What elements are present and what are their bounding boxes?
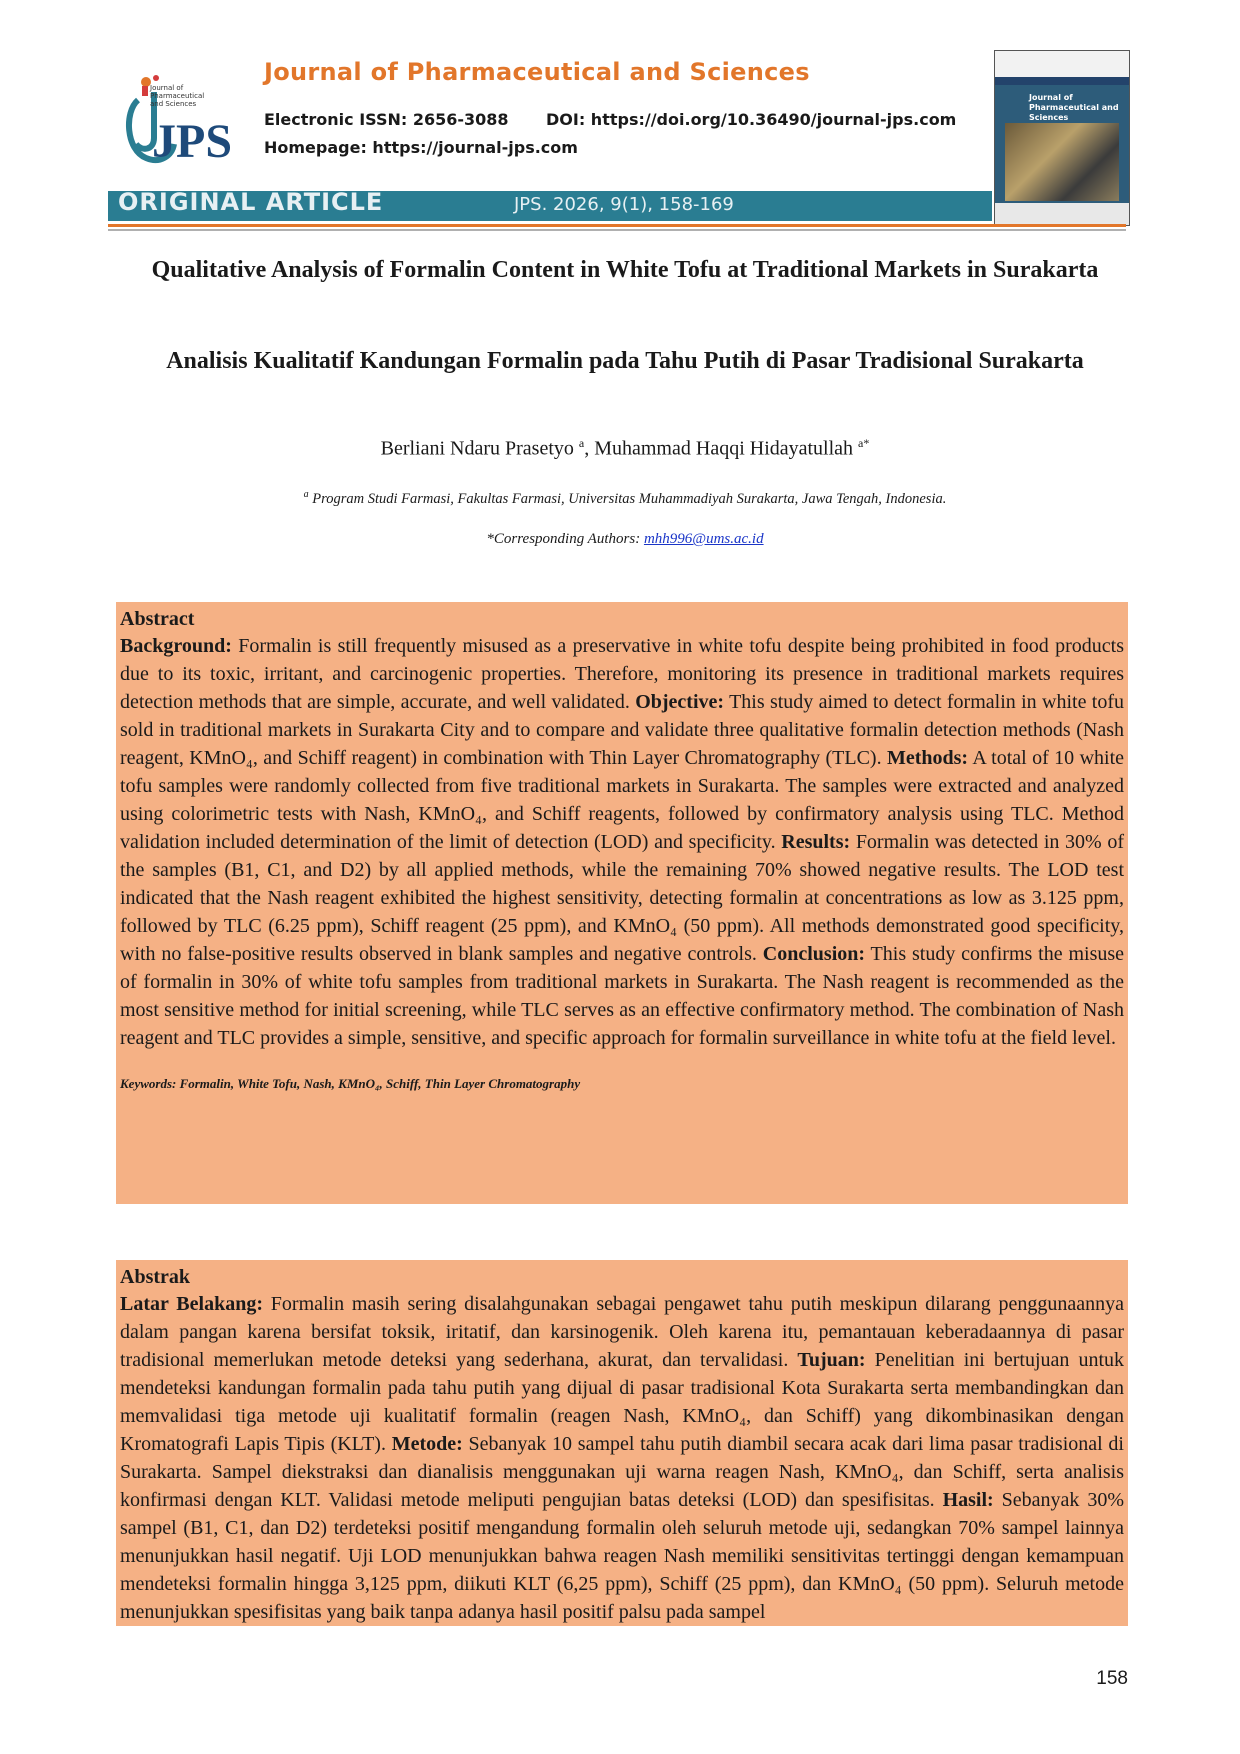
article-type: ORIGINAL ARTICLE xyxy=(118,188,384,216)
latar-text: Formalin masih sering disalahgunakan sebagai pengawet tahu putih meskipun dilarang penggunaannya dalam pangan karena bersifat toksik, iritatif, dan karsinogenik. Oleh karena itu, pemantauan keberadaannya di pasar tradisional memerlukan metode deteksi yang sederhana, akurat, dan tervalidasi. xyxy=(120,1293,1125,1371)
logo-small-text: Journal of Pharmaceutical and Sciences xyxy=(150,84,205,108)
abstract-heading: Abstract xyxy=(120,608,195,630)
author-name: Berliani Ndaru Prasetyo xyxy=(380,437,574,460)
background-label: Background: xyxy=(120,635,232,657)
author-affiliation-mark: a* xyxy=(858,436,870,450)
methods-label: Methods: xyxy=(886,747,969,769)
abstract-english-text xyxy=(120,632,1124,1052)
logo-text: JPS xyxy=(152,115,233,168)
affiliation-text: Program Studi Farmasi, Fakultas Farmasi, Universitas Muhammadiyah Surakarta, Jawa Tengah, Indonesia. xyxy=(312,490,947,507)
title-indonesian: Analisis Kualitatif Kandungan Formalin pada Tahu Putih di Pasar Tradisional Surakarta xyxy=(166,348,1084,374)
background-text: Formalin is still frequently misused as a preservative in white tofu despite being prohibited in food products due to its toxic, irritant, and carcinogenic properties. Therefore, monitoring its presence in traditional markets requires detection methods that are simple, accurate, and well validated. xyxy=(120,635,1124,713)
corresponding-author xyxy=(130,531,1120,548)
abstract-indonesian-text xyxy=(120,1290,1124,1626)
author-separator: , xyxy=(584,437,595,460)
methods-text: A total of 10 white tofu samples were randomly collected from five traditional markets in Surakarta. The samples were extracted and analyzed using colorimetric tests with Nash, KMnO₄, and Schiff reagents, followed by confirmatory analysis using TLC. Method validation included determination of the limit of detection (LOD) and specificity. xyxy=(120,747,1124,853)
conclusion-label: Conclusion: xyxy=(762,943,866,965)
citation: JPS. 2026, 9(1), 158-169 xyxy=(514,194,734,215)
author-list xyxy=(130,436,1120,461)
objective-label: Objective: xyxy=(635,691,725,713)
abstract-indonesian-box xyxy=(116,1260,1128,1626)
hasil-text: Sebanyak 30% sampel (B1, C1, dan D2) terdeteksi positif mengandung formalin oleh seluruh metode uji, sedangkan 70% sampel lainnya menunjukkan hasil negatif. Uji LOD menunjukkan bahwa reagen Nash memiliki sensitivitas tertinggi dengan kemampuan mendeteksi formalin hingga 3,125 ppm, diikuti KLT (6,25 ppm), Schiff (25 ppm), dan KMnO₄ (50 ppm). Seluruh metode menunjukkan spesifisitas yang baik tanpa adanya hasil positif palsu pada sampel xyxy=(120,1489,1125,1623)
latar-label: Latar Belakang: xyxy=(120,1293,263,1315)
conclusion-text: This study confirms the misuse of formalin in 30% of white tofu samples from traditional markets in Surakarta. The Nash reagent is recommended as the most sensitive method for initial screening, while TLC serves as an effective confirmatory method. The combination of Nash reagent and TLC provides a simple, sensitive, and specific approach for formalin surveillance in white tofu at the field level. xyxy=(120,943,1125,1049)
doi[interactable]: DOI: https://doi.org/10.36490/journal-jps.com xyxy=(546,110,957,129)
results-text: Formalin was detected in 30% of the samples (B1, C1, and D2) by all applied methods, while the remaining 70% showed negative results. The LOD test indicated that the Nash reagent exhibited the highest sensitivity, detecting formalin at concentrations as low as 3.125 ppm, followed by TLC (6.25 ppm), Schiff reagent (25 ppm), and KMnO₄ (50 ppm). All methods demonstrated good specificity, with no false-positive results observed in blank samples and negative controls. xyxy=(120,831,1125,965)
homepage[interactable]: Homepage: https://journal-jps.com xyxy=(264,138,578,157)
header-divider xyxy=(108,224,1126,227)
author-name: Muhammad Haqqi Hidayatullah xyxy=(594,437,854,460)
keywords: Keywords: Formalin, White Tofu, Nash, KMnO₄, Schiff, Thin Layer Chromatography xyxy=(120,1076,581,1091)
hasil-label: Hasil: xyxy=(942,1489,994,1511)
affiliation-mark: a xyxy=(303,489,309,500)
objective-text: This study aimed to detect formalin in white tofu sold in traditional markets in Surakarta City and to compare and validate three qualitative formalin detection methods (Nash reagent, KMnO₄, and Schiff reagent) in combination with Thin Layer Chromatography (TLC). xyxy=(120,691,1125,769)
affiliation xyxy=(130,489,1120,508)
metode-label: Metode: xyxy=(391,1433,463,1455)
journal-cover-image xyxy=(994,50,1130,226)
title-english: Qualitative Analysis of Formalin Content in White Tofu at Traditional Markets in Surakarta xyxy=(151,257,1099,283)
metode-text: Sebanyak 10 sampel tahu putih diambil secara acak dari lima pasar tradisional di Surakarta. Sampel diekstraksi dan dianalisis menggunakan uji warna reagen Nash, KMnO₄, dan Schiff, serta analisis konfirmasi dengan KLT. Validasi metode meliputi pengujian batas deteksi (LOD) dan spesifisitas. xyxy=(120,1433,1124,1511)
results-label: Results: xyxy=(781,831,851,853)
corresponding-email-link[interactable]: mhh996@ums.ac.id xyxy=(643,531,764,547)
cover-title: Journal of Pharmaceutical and Sciences xyxy=(1029,93,1119,122)
page-number: 158 xyxy=(1096,1668,1128,1689)
tujuan-label: Tujuan: xyxy=(797,1349,866,1371)
header-divider-secondary xyxy=(108,229,1126,231)
abstract-english-box xyxy=(116,602,1128,1204)
issn: Electronic ISSN: 2656-3088 xyxy=(264,110,509,129)
corresponding-label: *Corresponding Authors: xyxy=(486,531,644,547)
author-affiliation-mark: a xyxy=(578,436,585,450)
tujuan-text: Penelitian ini bertujuan untuk mendeteksi kandungan formalin pada tahu putih yang dijual di pasar tradisional Kota Surakarta serta membandingkan dan memvalidasi tiga metode uji kualitatif formalin (reagen Nash, KMnO₄, dan Schiff) yang dikombinasikan dengan Kromatografi Lapis Tipis (KLT). xyxy=(120,1349,1124,1455)
journal-name: Journal of Pharmaceutical and Sciences xyxy=(264,58,810,86)
abstrak-heading: Abstrak xyxy=(120,1266,191,1288)
